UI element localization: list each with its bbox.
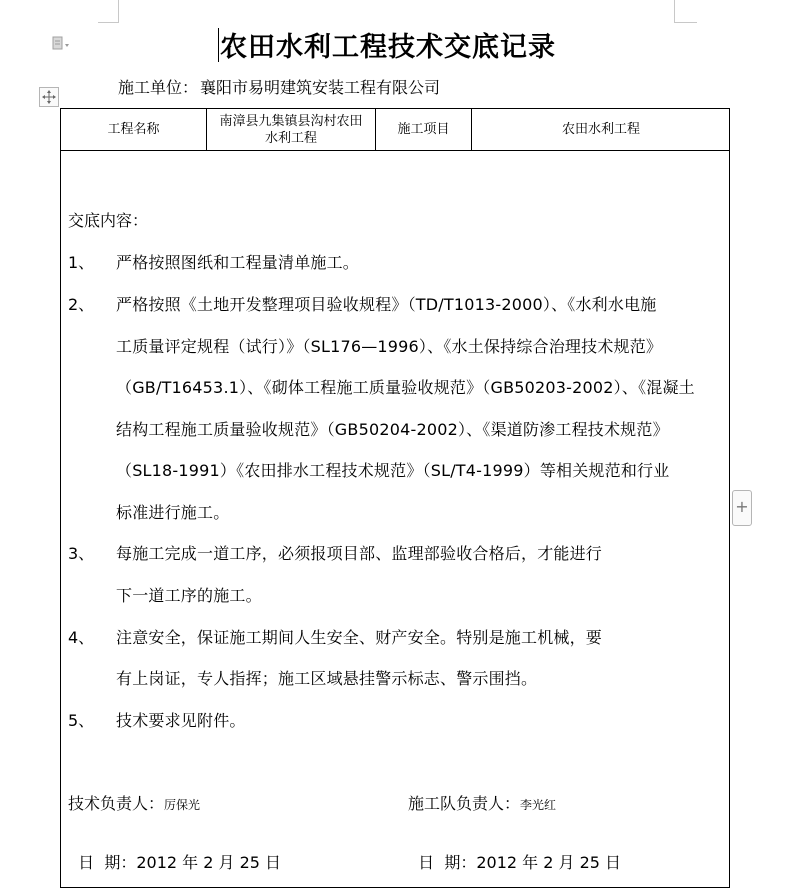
project-name-line: 水利工程 — [264, 130, 317, 146]
date-value: 2012 年 2 月 25 日 — [136, 853, 282, 872]
construction-unit — [118, 75, 440, 98]
tech-lead-label: 技术负责人： — [68, 794, 165, 813]
plus-icon[interactable]: + — [732, 490, 752, 526]
item-line: 有上岗证，专人指挥；施工区域悬挂警示标志、警示围挡。 — [116, 669, 538, 688]
team-lead-label: 施工队负责人： — [408, 794, 521, 813]
content-heading: 交底内容： — [68, 211, 149, 230]
item-number: 2、 — [68, 295, 95, 314]
item-line: 技术要求见附件。 — [116, 711, 246, 730]
item-line: 严格按照《土地开发整理项目验收规程》（TD/T1013-2000）、《水利水电施 — [116, 295, 657, 314]
tech-lead-signature — [68, 791, 200, 814]
item-number: 1、 — [68, 253, 95, 272]
record-table — [60, 108, 730, 888]
team-lead-name: 李光红 — [520, 798, 557, 812]
item-line: 严格按照图纸和工程量清单施工。 — [116, 253, 360, 272]
page-corner-mark-left — [98, 0, 119, 23]
document-title: 农田水利工程技术交底记录 — [220, 32, 556, 63]
date-label: 日 期： — [78, 853, 137, 872]
project-name-label: 工程名称 — [107, 122, 160, 137]
project-name-line: 南漳县九集镇县沟村农田 — [219, 113, 363, 129]
item-number: 3、 — [68, 544, 95, 563]
team-lead-signature — [408, 791, 556, 814]
construction-item-label: 施工项目 — [397, 122, 450, 137]
item-line: （SL18-1991）《农田排水工程技术规范》（SL/T4-1999）等相关规范和行业 — [116, 461, 670, 480]
tech-lead-name: 厉保光 — [164, 798, 201, 812]
project-name-value — [207, 109, 375, 150]
item-line: 注意安全，保证施工期间人生安全、财产安全。特别是施工机械，要 — [116, 628, 603, 647]
document-icon[interactable] — [52, 36, 70, 52]
construction-item-value: 农田水利工程 — [561, 122, 640, 137]
table-divider — [61, 150, 729, 151]
tech-lead-date — [68, 831, 281, 873]
date-label: 日 期： — [418, 853, 477, 872]
item-line: 标准进行施工。 — [116, 503, 230, 522]
item-line: 每施工完成一道工序，必须报项目部、监理部验收合格后，才能进行 — [116, 544, 603, 563]
item-line: 下一道工序的施工。 — [116, 586, 262, 605]
team-lead-date — [408, 831, 621, 873]
date-value: 2012 年 2 月 25 日 — [476, 853, 622, 872]
construction-unit-label: 施工单位： — [118, 78, 199, 97]
page-corner-mark-right — [674, 0, 697, 23]
construction-unit-value: 襄阳市易明建筑安装工程有限公司 — [200, 78, 441, 97]
move-handle-icon[interactable] — [39, 87, 59, 107]
item-number: 5、 — [68, 711, 95, 730]
item-line: 工质量评定规程（试行）》（SL176—1996）、《水土保持综合治理技术规范》 — [116, 337, 663, 356]
item-line: 结构工程施工质量验收规范》（GB50204-2002）、《渠道防渗工程技术规范》 — [116, 420, 669, 439]
item-number: 4、 — [68, 628, 95, 647]
text-cursor — [218, 28, 219, 62]
item-line: （GB/T16453.1）、《砌体工程施工质量验收规范》（GB50203-2002）、《混凝土 — [116, 378, 695, 397]
